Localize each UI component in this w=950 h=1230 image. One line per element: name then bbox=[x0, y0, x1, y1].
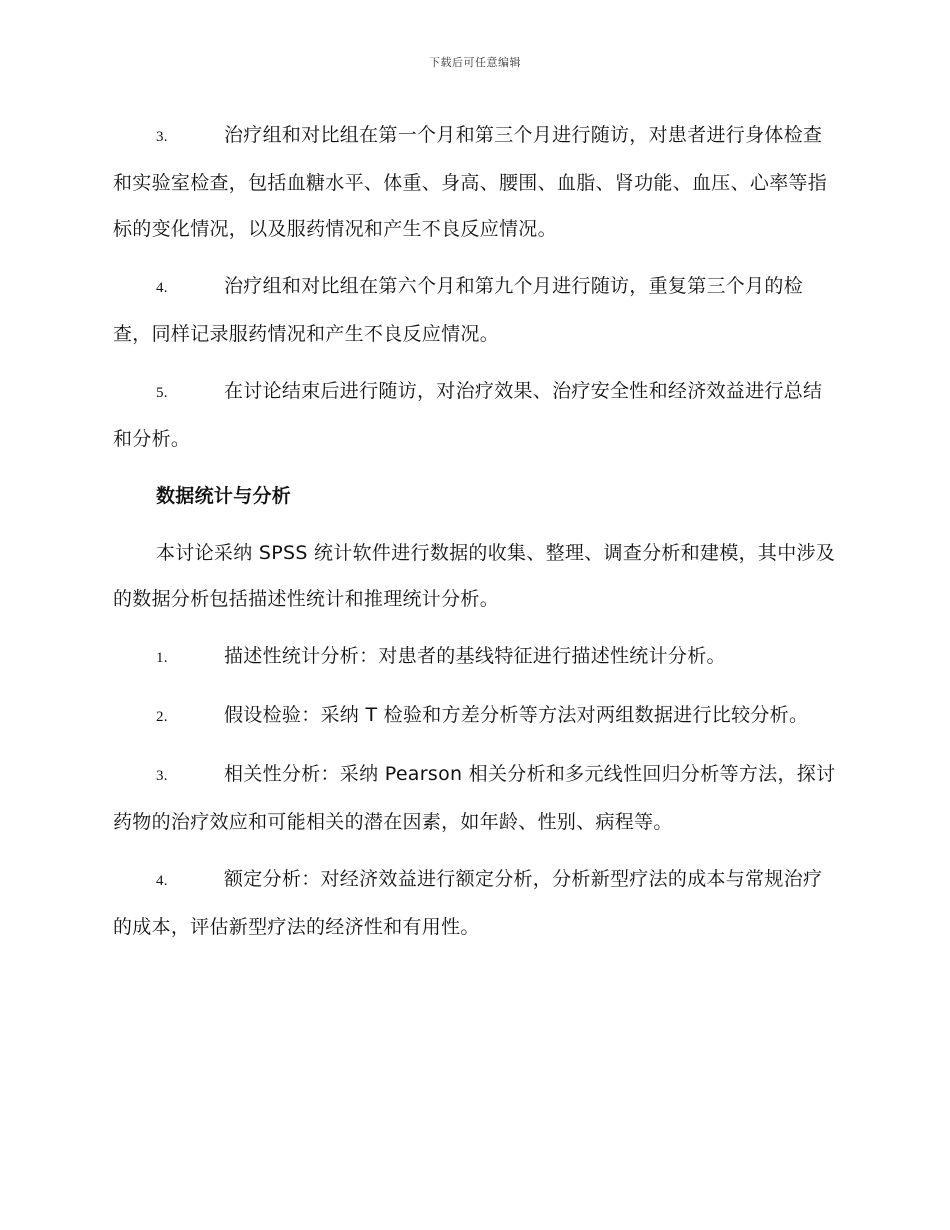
document-body bbox=[113, 112, 838, 961]
list-item bbox=[113, 856, 838, 950]
list-text: 治疗组和对比组在第六个月和第九个月进行随访，重复第三个月的检查，同样记录服药情况和产生不良反应情况。 bbox=[113, 275, 804, 345]
list-number: 1. bbox=[156, 650, 168, 666]
list-item bbox=[113, 112, 838, 252]
list-number: 4. bbox=[156, 280, 168, 296]
list-number: 3. bbox=[156, 129, 168, 145]
list-item bbox=[113, 368, 838, 462]
list-text: 假设检验：采纳 T 检验和方差分析等方法对两组数据进行比较分析。 bbox=[224, 704, 809, 726]
section-intro: 本讨论采纳 SPSS 统计软件进行数据的收集、整理、调查分析和建模，其中涉及的数据分析包括描述性统计和推理统计分析。 bbox=[113, 542, 836, 610]
list-item bbox=[113, 633, 838, 681]
list-item bbox=[113, 692, 838, 740]
list-text: 治疗组和对比组在第一个月和第三个月进行随访，对患者进行身体检查和实验室检查，包括血糖水平、体重、身高、腰围、血脂、肾功能、血压、心率等指标的变化情况，以及服药情况和产生不良反应情况。 bbox=[113, 124, 828, 240]
list-number: 2. bbox=[156, 709, 168, 725]
section-heading: 数据统计与分析 bbox=[156, 485, 292, 507]
list-item bbox=[113, 263, 838, 357]
list-text: 相关性分析：采纳 Pearson 相关分析和多元线性回归分析等方法，探讨药物的治疗效应和可能相关的潜在因素，如年龄、性别、病程等。 bbox=[113, 763, 836, 833]
list-item bbox=[113, 751, 838, 845]
list-number: 4. bbox=[156, 873, 168, 889]
page-header: 下载后可任意编辑 bbox=[429, 56, 521, 69]
list-text: 描述性统计分析：对患者的基线特征进行描述性统计分析。 bbox=[224, 645, 726, 667]
list-number: 3. bbox=[156, 768, 168, 784]
list-text: 在讨论结束后进行随访，对治疗效果、治疗安全性和经济效益进行总结和分析。 bbox=[113, 380, 823, 450]
list-number: 5. bbox=[156, 385, 168, 401]
list-text: 额定分析：对经济效益进行额定分析，分析新型疗法的成本与常规治疗的成本，评估新型疗法的经济性和有用性。 bbox=[113, 868, 823, 938]
